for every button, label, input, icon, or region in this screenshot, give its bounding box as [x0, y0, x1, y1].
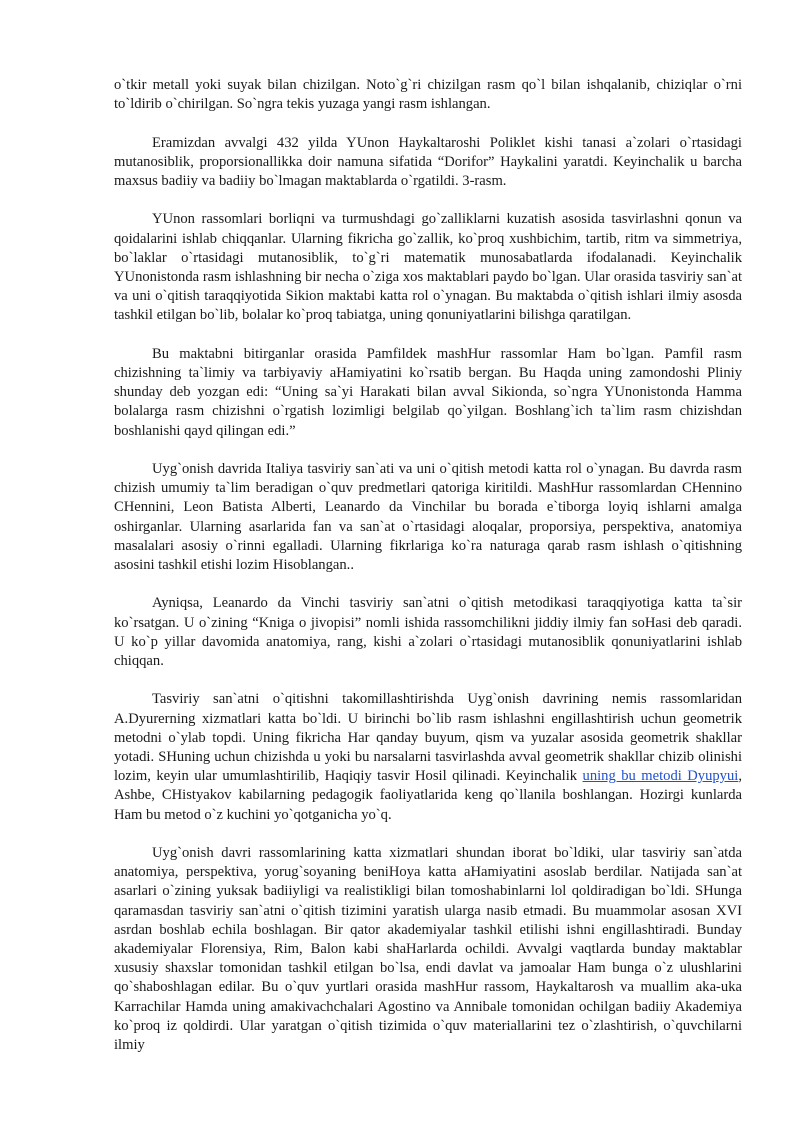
paragraph-7-text-after: , Ashbe, CHistyakov kabilarning pedagogik faoliyatlarida keng qo`llanila boshlangan. Hozirgi kunlarda Ham bu metod o`z kuchini yo`qotganicha yo`q. — [114, 768, 742, 823]
paragraph-2: Eramizdan avvalgi 432 yilda YUnon Haykaltaroshi Poliklet kishi tanasi a`zolari o`rtasidagi mutanosiblik, proporsionallikka doir namuna sifatida “Dorifor” Haykalini yaratdi. Keyinchalik u barcha maxsus badiiy va badiiy bo`lmagan maktablarda o`rgatildi. 3-rasm. — [114, 134, 742, 189]
paragraph-6: Ayniqsa, Leanardo da Vinchi tasviriy san`atni o`qitish metodikasi taraqqiyotiga katta ta`sir ko`rsatgan. U o`zining “Kniga o jivopisi” nomli ishida rassomchilikni jiddiy ilmiy fan soHasi deb qaradi. U ko`p yillar davomida anatomiya, rang, kishi a`zolari o`rtasidagi mutanosiblik qonuniyatlarini ishlab chiqqan. — [114, 595, 742, 670]
paragraph-4: Bu maktabni bitirganlar orasida Pamfildek mashHur rassomlar Ham bo`lgan. Pamfil rasm chizishning ta`limiy va tarbiyaviy aHamiyatini ko`rsatib bergan. Bu Haqda uning zamondoshi Pliniy shunday deb yozgan edi: “Uning sa`yi Harakati bilan avval Sikionda, so`ngra YUnonistonda Hamma bolalarga rasm chizishni o`rgatish lozimligi belgilab qo`yilgan. Boshlang`ich ta`lim rasm chizishdan boshlanishi qayd qilingan edi.” — [114, 345, 742, 439]
paragraph-1: o`tkir metall yoki suyak bilan chizilgan. Noto`g`ri chizilgan rasm qo`l bilan ishqalanib, chiziqlar o`rni to`ldirib o`chirilgan. So`ngra tekis yuzaga yangi rasm ishlangan. — [114, 77, 742, 113]
paragraph-8: Uyg`onish davri rassomlarining katta xizmatlari shundan iborat bo`ldiki, ular tasviriy san`atda anatomiya, perspektiva, yorug`soyaning beniHoya katta aHamiyatini asoslab berdilar. Natijada san`at asarlari o`zining yuksak badiiyligi va realistikligi bilan tomoshabinlarni lol qoldiradigan bo`ldi. SHunga qaramasdan tasviriy san`atni o`qitish tizimini yaratish ularga nasib etmadi. Bu muammolar asosan XVI asrdan boshlab echila boshlagan. Bir qator akademiyalar tashkil etilishi ishni engillashtiradi. Bunday akademiyalar Florensiya, Rim, Balon kabi shaHarlarda ochildi. Avvalgi vaqtlarda bunday maktablar xususiy shaxslar tomonidan tashkil etilgan bo`lsa, endi davlat va jamoalar Ham bunga o`z ulushlarini qo`shaboshlagan edilar. Bu o`quv yurtlari orasida mashHur rassom, Haykaltarosh va muallim aka-uka Karrachilar Hamda uning amakivachchalari Agostino va Annibale tomonidan ochilgan badiiy Akademiya ko`proq iz qoldirdi. Ular yaratgan o`qitish tizimida o`quv materiallarini tez o`zlashtirish, o`quvchilarni ilmiy — [114, 845, 742, 1054]
paragraph-5: Uyg`onish davrida Italiya tasviriy san`ati va uni o`qitish metodi katta rol o`ynagan. Bu davrda rasm chizish umumiy ta`lim beradigan o`quv predmetlari qatoriga kiritildi. MashHur rassomlardan CHennino CHennini, Leon Batista Alberti, Leanardo da Vinchilar bu borada e`tiborga loyiq ishlarni amalga oshirganlar. Ularning asarlarida fan va san`at o`rtasidagi aloqalar, proporsiya, perspektiva, anatomiya masalalari asosiy o`rinni egalladi. Ularning fikrlariga ko`ra naturaga qarab rasm ishlash o`qitishning asosini tashkil etishi lozim Hisoblangan.. — [114, 461, 742, 574]
paragraph-3: YUnon rassomlari borliqni va turmushdagi go`zalliklarni kuzatish asosida tasvirlashni qonun va qoidalarini ishlab chiqqanlar. Ularning fikricha go`zallik, ko`proq xushbichim, tartib, ritm va simmetriya, bo`laklar o`rtasidagi mutanosiblik, to`g`ri matematik munosabatlarda ifodalanadi. Keyinchalik YUnonistonda rasm ishlashning bir necha o`ziga xos maktablari paydo bo`lgan. Ular orasida tasviriy san`at va uni o`qitish taraqqiyotida Sikion maktabi katta rol o`ynagan. Bu maktabda o`qitish ishlari ilmiy asosda tashkil etilgan bo`lib, bolalar ko`proq tabiatga, uning qonuniyatlarini bilishga qaratilgan. — [114, 211, 742, 324]
dyupyui-method-link[interactable]: uning bu metodi Dyupyui — [582, 768, 739, 785]
paragraph-7-text-before: Tasviriy san`atni o`qitishni takomillashtirishda Uyg`onish davrining nemis rassomlaridan A.Dyurerning xizmatlari katta bo`ldi. U birinchi bo`lib rasm ishlashni engillashtirish uchun geometrik metodni o`ylab topdi. Uning fikricha Har qanday buyum, qism va yuzalar asosida geometrik shakllar yotadi. SHuning uchun chizishda u yoki bu narsalarni tasvirlashda avval geometrik shakllar chizib olinishi lozim, keyin ular umumlashtirilib, Haqiqiy tasvir Hosil qilinadi. Keyinchalik — [114, 691, 742, 785]
paragraph-7 — [114, 690, 742, 824]
